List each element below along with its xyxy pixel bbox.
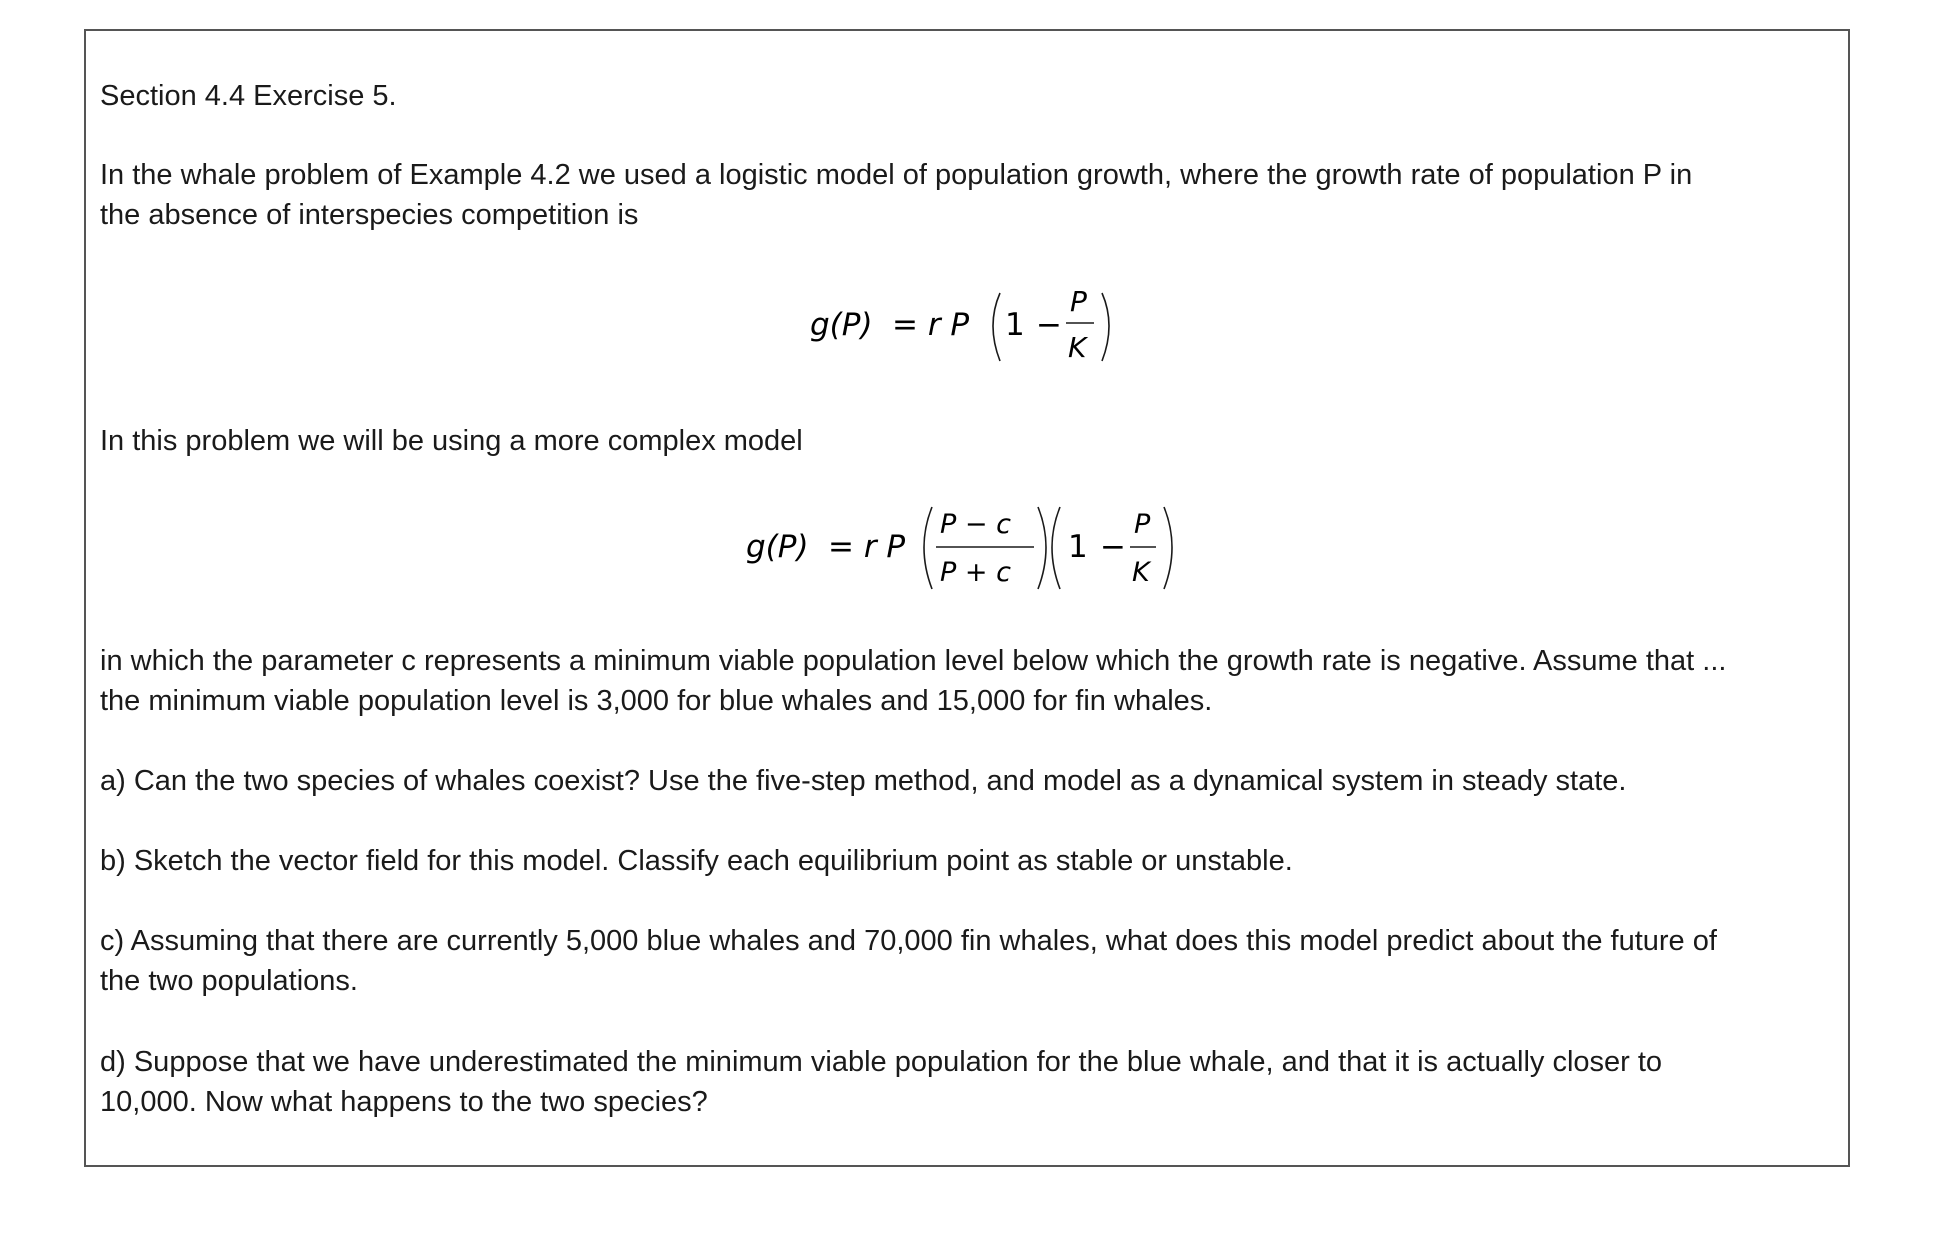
question-d-line-1: d) Suppose that we have underestimated the minimum viable population for the blue whale, and that it is actually closer to — [100, 1046, 1663, 1078]
eq2-frac2-numerator: P — [1134, 509, 1151, 540]
param-line-2: the minimum viable population level is 3,000 for blue whales and 15,000 for fin whales. — [100, 685, 1213, 717]
intro-line-2: the absence of interspecies competition is — [100, 199, 639, 231]
eq2-paren1-right — [1038, 507, 1046, 589]
eq2-paren1-left — [924, 507, 932, 589]
question-b: b) Sketch the vector field for this model. Classify each equilibrium point as stable or unstable. — [100, 845, 1293, 877]
intro-line-1: In the whale problem of Example 4.2 we used a logistic model of population growth, where the growth rate of population P in — [100, 159, 1693, 191]
question-c-line-1: c) Assuming that there are currently 5,000 blue whales and 70,000 fin whales, what does this model predict about the future of — [100, 925, 1717, 957]
equation-complex — [736, 495, 1196, 600]
equation-logistic — [800, 275, 1140, 375]
eq1-lhs: g(P) — [810, 307, 873, 343]
eq2-frac1-numerator: P − c — [940, 509, 1011, 540]
question-a: a) Can the two species of whales coexist? Use the five-step method, and model as a dynamical system in steady state. — [100, 765, 1627, 797]
eq2-frac1-denominator: P + c — [940, 557, 1011, 588]
eq1-left-paren — [993, 293, 1000, 361]
equation-logistic-svg — [800, 275, 1140, 375]
eq1-denominator: K — [1068, 331, 1087, 364]
eq1-eq: = r P — [892, 307, 970, 343]
question-c-line-2: the two populations. — [100, 965, 358, 997]
eq2-paren2-left — [1052, 507, 1060, 589]
eq2-lhs: g(P) — [746, 529, 809, 565]
eq2-one: 1 — [1068, 529, 1088, 565]
equation-complex-svg — [736, 495, 1196, 600]
question-d-line-2: 10,000. Now what happens to the two species? — [100, 1086, 708, 1118]
param-line-1: in which the parameter c represents a minimum viable population level below which the growth rate is negative. Assume that ... — [100, 645, 1727, 677]
eq1-minus: − — [1036, 307, 1062, 343]
eq2-eq: = r P — [828, 529, 906, 565]
eq2-frac2-denominator: K — [1132, 557, 1150, 588]
section-title: Section 4.4 Exercise 5. — [100, 80, 397, 112]
transition-text: In this problem we will be using a more complex model — [100, 425, 803, 457]
eq2-minus: − — [1100, 529, 1126, 565]
eq1-right-paren — [1102, 293, 1109, 361]
eq1-numerator: P — [1070, 285, 1087, 318]
eq1-one: 1 — [1005, 307, 1025, 343]
eq2-paren2-right — [1164, 507, 1172, 589]
